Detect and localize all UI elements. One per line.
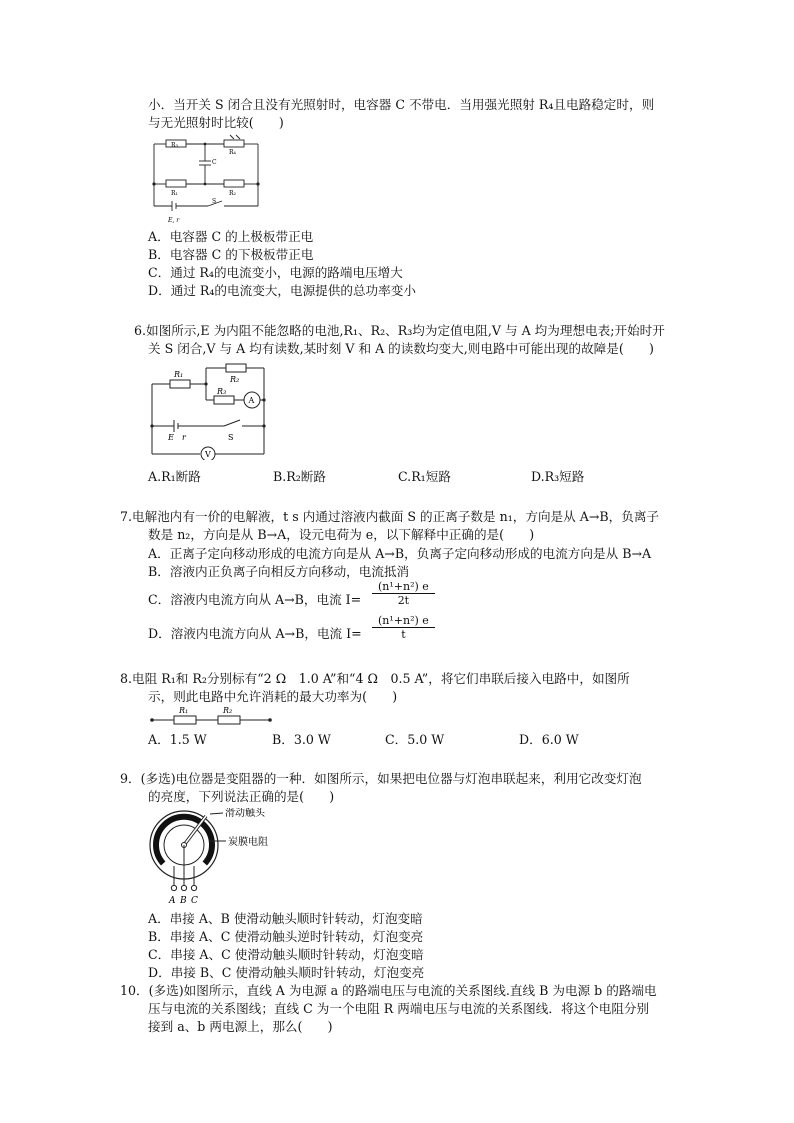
q7-stem-line1: 7.电解池内有一价的电解液，t s 内通过溶液内截面 S 的正离子数是 n₁，方向是从 A→B，负离子 [120, 509, 660, 524]
q5-option-a: A．电容器 C 的上极板带正电 [148, 229, 314, 244]
q7-fraction-c [372, 580, 435, 607]
q6-stem-line2: 关 S 闭合,V 与 A 均有读数,某时刻 V 和 A 的读数均变大,则电路中可能出现的故障是( ) [148, 341, 654, 356]
q6-label-r: r [182, 433, 186, 442]
q6-voltmeter-v: V [205, 450, 211, 459]
q10-stem-line2: 压与电流的关系图线；直线 C 为一个电阻 R 两端电压与电流的关系图线．将这个电阻分别 [148, 1001, 650, 1016]
q5-option-d: D．通过 R₄的电流变大，电源提供的总功率变小 [148, 283, 416, 298]
q5-option-c: C．通过 R₄的电流变小，电源的路端电压增大 [148, 265, 403, 280]
q5-stem-line1: 小．当开关 S 闭合且没有光照射时，电容器 C 不带电．当用强光照射 R₄且电路稳定时，则 [148, 97, 655, 112]
q6-option-d: D.R₃短路 [531, 469, 585, 484]
q8-option-a: A．1.5 W [148, 732, 207, 747]
q6-label-r2: R₂ [230, 375, 240, 384]
q6-circuit-diagram [148, 362, 272, 460]
q7-fraction-d-denominator: t [401, 628, 406, 641]
q6-option-c: C.R₁短路 [398, 469, 451, 484]
q9-option-a: A．串接 A、B 使滑动触头顺时针转动，灯泡变暗 [148, 911, 423, 926]
q9-label-slider: 滑动触头 [225, 808, 265, 819]
q7-option-b: B．溶液内正负离子向相反方向移动，电流抵消 [148, 564, 410, 579]
q5-label-er: E, r [168, 217, 180, 224]
q9-potentiometer-diagram [148, 808, 288, 906]
q7-option-d: D．溶液内电流方向从 A→B，电流 I= [148, 626, 362, 641]
q5-label-s: S [212, 198, 217, 205]
q7-fraction-d-numerator: (n¹+n²) e [372, 614, 435, 628]
q8-label-r1: R₁ [179, 706, 189, 715]
q7-option-c: C．溶液内电流方向从 A→B，电流 I= [148, 592, 362, 607]
q5-label-c: C [212, 159, 217, 166]
q5-circuit-diagram [148, 134, 268, 226]
q7-fraction-c-numerator: (n¹+n²) e [372, 580, 435, 594]
q7-fraction-d [372, 614, 435, 641]
q5-label-r3: R₃ [171, 142, 178, 149]
q9-terminal-b: B [180, 896, 187, 906]
q8-option-c: C．5.0 W [385, 732, 445, 747]
q9-label-film-resistor: 炭膜电阻 [228, 837, 268, 848]
q5-option-b: B．电容器 C 的下极板带正电 [148, 247, 314, 262]
q5-label-r4: R₄ [229, 149, 236, 156]
q10-stem-line3: 接到 a、b 两电源上，那么( ) [148, 1019, 333, 1034]
q5-label-r1: R₁ [171, 190, 178, 197]
q9-option-b: B．串接 A、C 使滑动触头逆时针转动，灯泡变亮 [148, 929, 424, 944]
q8-stem-line1: 8.电阻 R₁和 R₂分别标有“2 Ω 1.0 A”和“4 Ω 0.5 A”，将它们串联后接入电路中，如图所 [120, 671, 630, 686]
q9-stem-line2: 的亮度，下列说法正确的是( ) [148, 789, 335, 804]
q9-terminal-c: C [191, 896, 198, 906]
q6-option-b: B.R₂断路 [273, 469, 326, 484]
q10-stem-line1: 10．(多选)如图所示，直线 A 为电源 a 的路端电压与电流的关系图线.直线 B 为电源 b 的路端电 [120, 983, 657, 998]
q8-option-b: B．3.0 W [272, 732, 331, 747]
q9-stem-line1: 9．(多选)电位器是变阻器的一种．如图所示，如果把电位器与灯泡串联起来，利用它改变灯泡 [120, 771, 642, 786]
q9-option-d: D．串接 B、C 使滑动触头顺时针转动，灯泡变亮 [148, 965, 425, 980]
q8-stem-line2: 示，则此电路中允许消耗的最大功率为( ) [148, 689, 398, 704]
q8-option-d: D．6.0 W [519, 732, 579, 747]
q6-label-r1: R₁ [174, 370, 184, 379]
q8-label-r2: R₂ [223, 706, 233, 715]
q6-ammeter-a: A [248, 396, 255, 405]
q7-fraction-c-denominator: 2t [397, 594, 410, 607]
q6-stem-line1: 6.如图所示,E 为内阻不能忽略的电池,R₁、R₂、R₃均为定值电阻,V 与 A 均为理想电表;开始时开 [134, 323, 665, 338]
q5-label-r2: R₂ [229, 190, 236, 197]
q6-option-a: A.R₁断路 [148, 469, 201, 484]
q6-label-r3: R₃ [217, 387, 227, 396]
q9-terminal-a: A [169, 896, 176, 906]
q5-stem-line2: 与无光照射时比较( ) [148, 115, 284, 130]
q6-label-s: S [228, 433, 234, 442]
q7-option-a: A．正离子定向移动形成的电流方向是从 A→B，负离子定向移动形成的电流方向是从 B→A [148, 546, 652, 561]
q8-series-diagram [148, 704, 278, 726]
q9-option-c: C．串接 A、C 使滑动触头顺时针转动，灯泡变暗 [148, 947, 424, 962]
q7-stem-line2: 数是 n₂，方向是从 B→A，设元电荷为 e，以下解释中正确的是( ) [148, 527, 535, 542]
q6-label-e: E [168, 433, 174, 442]
